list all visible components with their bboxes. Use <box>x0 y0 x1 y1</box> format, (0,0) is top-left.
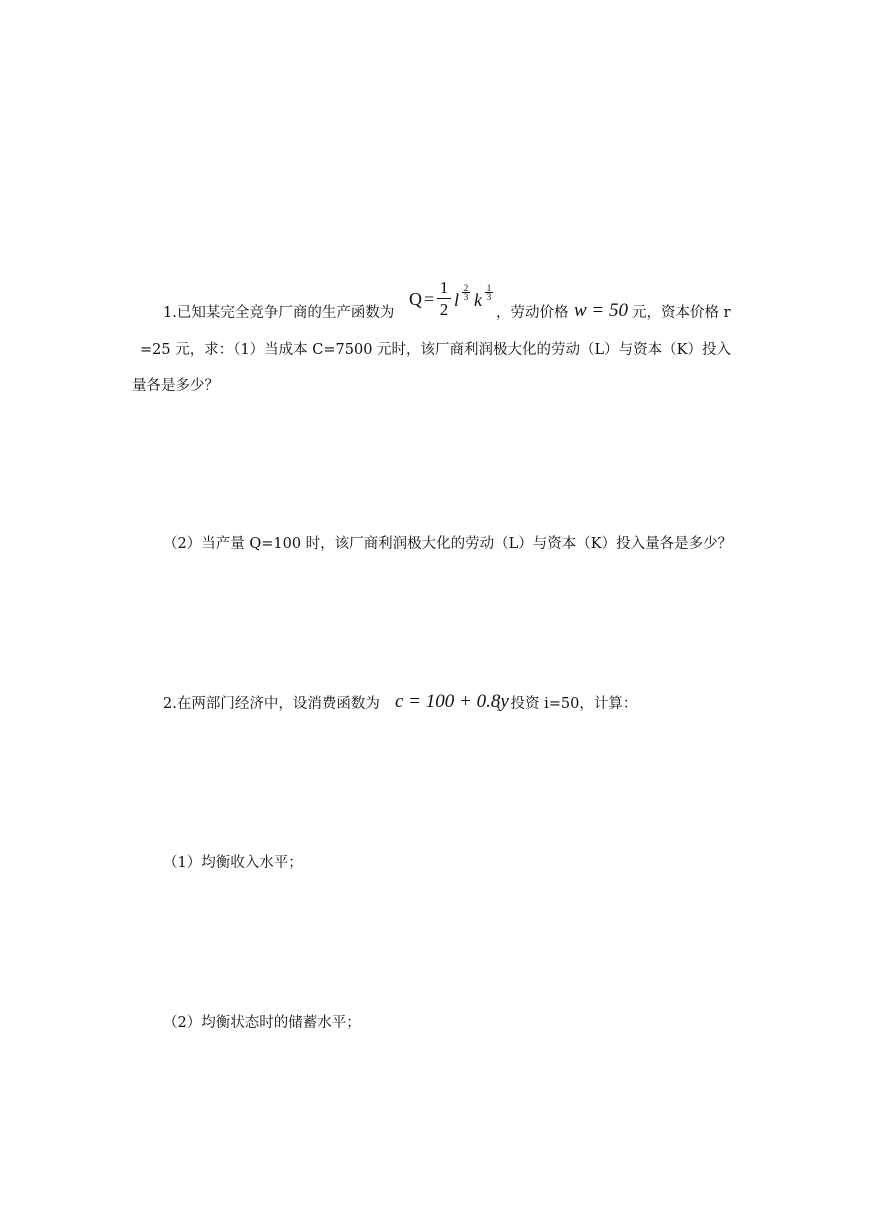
fraction-bar <box>437 298 451 299</box>
problem1-after-wage: 元，资本价格 r <box>632 305 731 321</box>
problem1-after-formula: ，劳动价格 <box>496 305 569 321</box>
problem1-part2: （2）当产量 Q=100 时，该厂商利润极大化的劳动（L）与资本（K）投入量各是多少？ <box>163 536 733 552</box>
formula-equals: = <box>424 289 435 309</box>
l-exp-num: 2 <box>463 283 469 293</box>
problem2-after-formula: ，投资 i=50，计算： <box>496 696 638 712</box>
fraction-denominator: 2 <box>439 300 449 319</box>
formula-l: l <box>454 290 460 310</box>
k-exp-num: 1 <box>486 283 492 293</box>
consumption-formula <box>395 692 509 712</box>
k-exp-den: 3 <box>486 292 492 302</box>
problem1-line2: =25 元，求：（1）当成本 C=7500 元时，该厂商利润极大化的劳动（L）与资本（K）投入 <box>140 342 732 358</box>
wage-formula <box>574 301 628 321</box>
formula-fraction <box>437 278 451 319</box>
formula-q-symbol: Q <box>409 289 422 309</box>
formula-k-exponent <box>485 284 493 301</box>
l-exp-den: 3 <box>463 292 469 302</box>
problem2-part1: （1）均衡收入水平； <box>163 855 303 871</box>
problem1-line3: 量各是多少？ <box>132 378 219 394</box>
fraction-numerator: 1 <box>439 278 449 297</box>
problem1-intro: 1.已知某完全竞争厂商的生产函数为 <box>163 305 395 321</box>
formula-k: k <box>474 290 482 310</box>
production-function-formula <box>409 278 499 320</box>
problem2-intro: 2.在两部门经济中，设消费函数为 <box>163 696 380 712</box>
wage-formula-text: w = 50 <box>574 300 628 321</box>
formula-l-exponent <box>462 284 470 301</box>
problem2-part2: （2）均衡状态时的储蓄水平； <box>163 1015 361 1031</box>
consumption-formula-text: c = 100 + 0.8y <box>395 691 509 712</box>
